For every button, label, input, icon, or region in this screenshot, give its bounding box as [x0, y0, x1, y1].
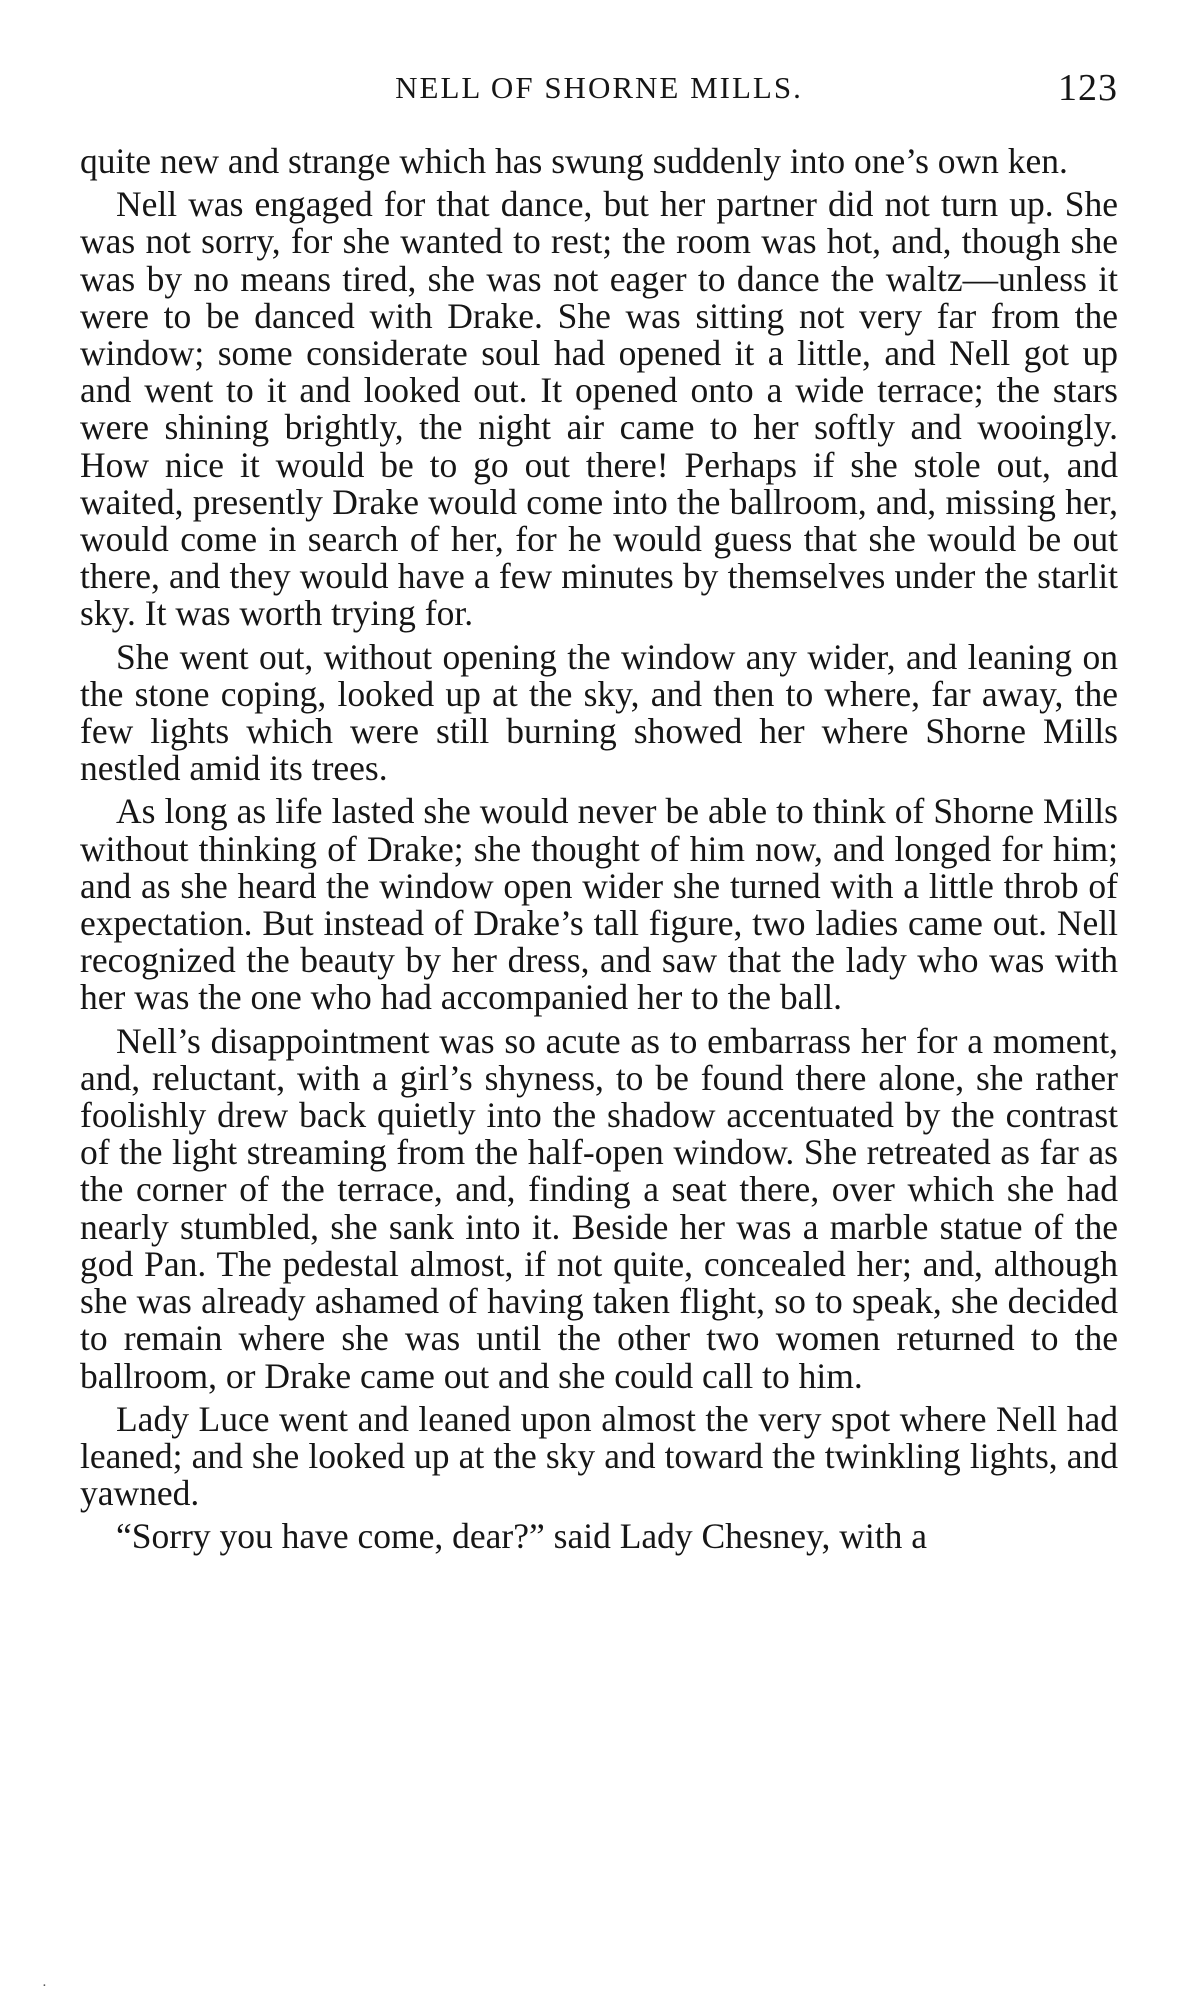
page-number: 123: [1058, 67, 1118, 109]
paragraph: Nell’s disappointment was so acute as to embarrass her for a moment, and, reluctant, with a girl’s shyness, to be found there alone, she rather foolishly drew back quietly into the shadow accentuated by the contrast of the light streaming from the half-open window. She retreated as far as the corner of the terrace, and, finding a seat there, over which she had nearly stumbled, she sank into it. Beside her was a marble statue of the god Pan. The pedestal almost, if not quite, concealed her; and, although she was already ashamed of having taken flight, so to speak, she decided to remain where she was until the other two women returned to the ballroom, or Drake came out and she could call to him.: [80, 1020, 1118, 1396]
paragraph: As long as life lasted she would never be able to think of Shorne Mills without thinking of Drake; she thought of him now, and longed for him; and as she heard the window open wider she turned with a little throb of expectation. But instead of Drake’s tall figure, two ladies came out. Nell recognized the beauty by her dress, and saw that the lady who was with her was the one who had accompanied her to the ball.: [80, 791, 1118, 1018]
paragraph: Lady Luce went and leaned upon almost the very spot where Nell had leaned; and she looked up at the sky and toward the twinkling lights, and yawned.: [80, 1398, 1118, 1514]
running-title: NELL OF SHORNE MILLS.: [395, 70, 803, 105]
paragraph: Nell was engaged for that dance, but her partner did not turn up. She was not sorry, for she wanted to rest; the room was hot, and, though she was by no means tired, she was not eager to dance the waltz—unless it were to be danced with Drake. She was sitting not very far from the window; some considerate soul had opened it a little, and Nell got up and went to it and looked out. It opened onto a wide terrace; the stars were shining brightly, the night air came to her softly and wooingly. How nice it would be to go out there! Perhaps if she stole out, and waited, presently Drake would come into the ballroom, and, missing her, would come in search of her, for he would guess that she would be out there, and they would have a few minutes by themselves under the starlit sky. It was worth trying for.: [80, 184, 1118, 634]
paragraph-last: “Sorry you have come, dear?” said Lady Chesney, with a: [116, 1516, 927, 1557]
paragraph: She went out, without opening the window any wider, and leaning on the stone coping, looked up at the sky, and then to where, far away, the few lights which were still burning showed her where Shorne Mills nestled amid its trees.: [80, 636, 1118, 789]
running-header: [80, 67, 1118, 120]
print-speck-mark: ⋅: [42, 1979, 47, 1994]
paragraph-continued: quite new and strange which has swung suddenly into one’s own ken.: [80, 141, 1068, 181]
body-text: [80, 143, 1118, 1556]
